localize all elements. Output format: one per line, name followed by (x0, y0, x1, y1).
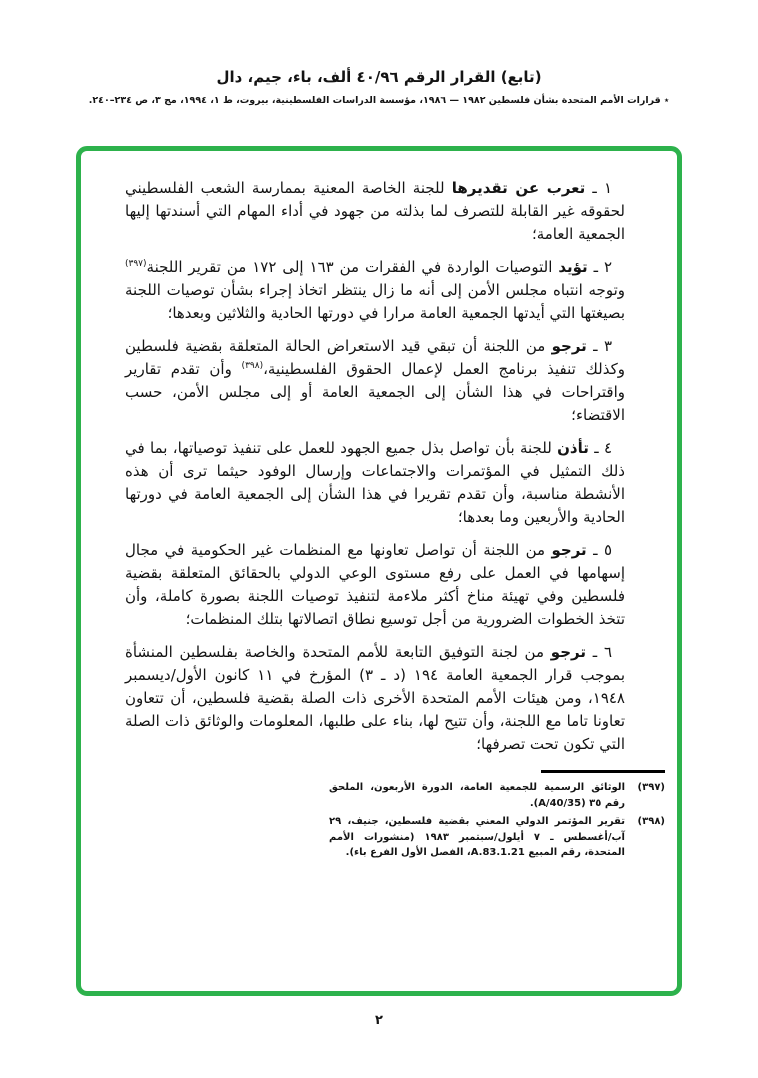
paragraph-text: وتوجه انتباه مجلس الأمن إلى أنه ما زال ينتظر اتخاذ إجراء بشأن توصيات اللجنة بصيغتها التي أيدتها الجمعية العامة مرارا في دورتها الحادية والثلاثين وبعدها؛ (125, 281, 625, 322)
paragraph-text: التوصيات الواردة في الفقرات من ١٦٣ إلى ١٧٢ من تقرير اللجنة (146, 258, 559, 276)
resolution-paragraph (125, 539, 625, 631)
footnote-separator (541, 770, 665, 773)
paragraph-text: من اللجنة أن تبقي قيد الاستعراض الحالة المتعلقة بقضية فلسطين وكذلك تنفيذ برنامج العمل لإعمال الحقوق الفلسطينية، (125, 337, 625, 378)
footnote (329, 780, 665, 811)
footnote-reference: (٣٩٧) (125, 259, 147, 269)
operative-verb: ترجو (551, 541, 587, 559)
paragraph-number: ٢ ـ (587, 258, 612, 276)
resolution-paragraph (125, 641, 625, 756)
operative-verb: تؤيد (558, 258, 588, 276)
paragraph-number: ١ ـ (585, 179, 612, 197)
content-frame (76, 146, 682, 996)
footnotes-section (329, 770, 665, 861)
footnotes-list (329, 780, 665, 861)
resolution-paragraph (125, 177, 625, 246)
resolution-paragraph (125, 335, 625, 427)
paragraph-number: ٥ ـ (586, 541, 613, 559)
header-source-line: ٭ قرارات الأمم المتحدة بشأن فلسطين ١٩٨٢ — ١٩٨٦، مؤسسة الدراسات الفلسطينية، بيروت، ط ١، ١٩٩٤، مج ٣، ص ٢٣٤–٢٤٠. (88, 95, 670, 106)
document-header (0, 68, 758, 106)
footnote-text: الوثائق الرسمية للجمعية العامة، الدورة الأربعون، الملحق رقم ٣٥ (A/40/35). (329, 782, 625, 809)
header-title: (تابع) القرار الرقم ٤٠/٩٦ ألف، باء، جيم، دال (216, 68, 542, 86)
operative-verb: تعرب عن تقديرها (451, 179, 586, 197)
page-number: ٢ (375, 1013, 383, 1028)
footnote-marker: (٣٩٧) (637, 782, 665, 793)
operative-verb: ترجو (551, 337, 587, 355)
paragraph-text: من اللجنة أن تواصل تعاونها مع المنظمات غير الحكومية في مجال إسهامها في العمل على رفع مستوى الوعي الدولي بالحقائق المتعلقة بقضية فلسطين وفي تهيئة مناخ أكثر ملاءمة لتنفيذ توصيات اللجنة بصورة كاملة، وأن تتخذ الخطوات الضرورية من أجل توسيع نطاق اتصالاتها بتلك المنظمات؛ (125, 541, 625, 628)
paragraph-number: ٤ ـ (588, 439, 612, 457)
resolution-paragraph (125, 437, 625, 529)
operative-verb: ترجو (550, 643, 586, 661)
footnote (329, 814, 665, 861)
footnote-reference: (٣٩٨) (241, 361, 264, 371)
paragraph-number: ٣ ـ (586, 337, 612, 355)
operative-verb: تأذن (557, 439, 589, 457)
paragraph-text: من لجنة التوفيق التابعة للأمم المتحدة والخاصة بفلسطين المنشأة بموجب قرار الجمعية العامة ١٩٤ (د ـ ٣) المؤرخ في ١١ كانون الأول/ديسمبر ١٩٤٨، ومن هيئات الأمم المتحدة الأخرى ذات الصلة بقضية فلسطين، أن تتعاون تعاونا تاما مع اللجنة، وأن تتيح لها، بناء على طلبها، المعلومات والوثائق ذات الصلة التي تكون تحت تصرفها؛ (125, 643, 626, 753)
paragraph-text: للجنة بأن تواصل بذل جميع الجهود للعمل على تنفيذ توصياتها، بما في ذلك التمثيل في المؤتمرات والاجتماعات وإرسال الوفود حيثما ترى أن هذه الأنشطة مناسبة، وأن تقدم تقريرا في هذا الشأن إلى الجمعية العامة في دورتها الحادية والأربعين وما بعدها؛ (125, 439, 625, 526)
footnote-text: تقرير المؤتمر الدولي المعني بقضية فلسطين، جنيف، ٢٩ آب/أغسطس ـ ٧ أيلول/سبتمبر ١٩٨٣ (منشورات الأمم المتحدة، رقم المبيع A.83.1.21، الفصل الأول الفرع باء). (329, 816, 625, 858)
resolution-paragraphs (125, 177, 625, 756)
paragraph-text: وأن تقدم تقارير واقتراحات في هذا الشأن إلى الجمعية العامة أو إلى مجلس الأمن، حسب الاقتضاء؛ (125, 360, 625, 424)
paragraph-text: للجنة الخاصة المعنية بممارسة الشعب الفلسطيني لحقوقه غير القابلة للتصرف لما بذلته من جهود في أداء المهام التي أسندتها إليها الجمعية العامة؛ (125, 179, 625, 243)
paragraph-number: ٦ ـ (585, 643, 612, 661)
resolution-paragraph (125, 256, 625, 325)
footnote-marker: (٣٩٨) (637, 816, 665, 827)
